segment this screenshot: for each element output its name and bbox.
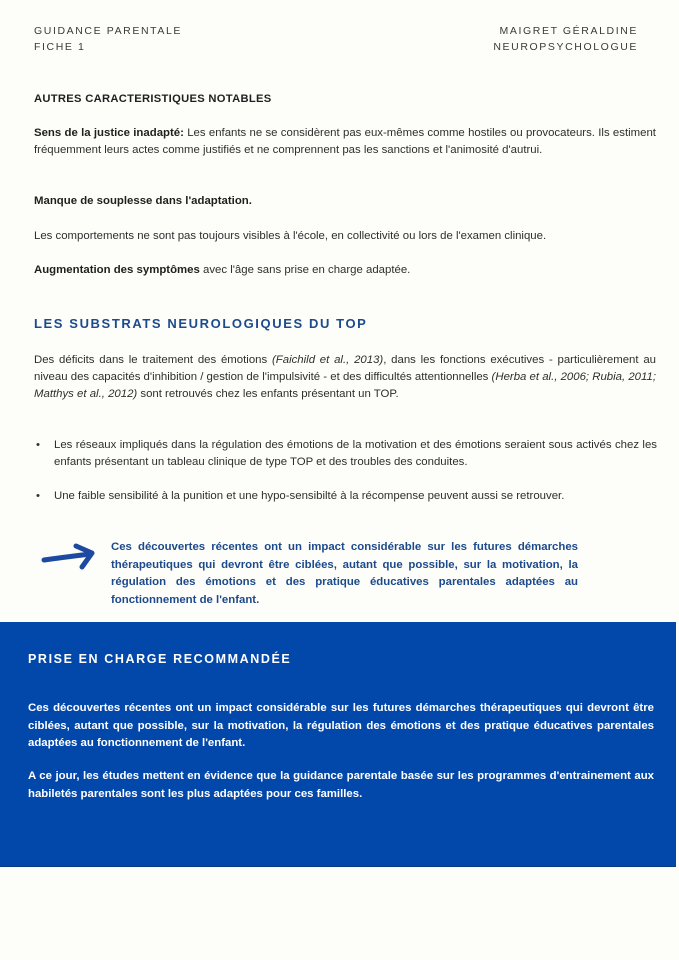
symptoms-text: avec l'âge sans prise en charge adaptée. — [199, 264, 411, 276]
section-title-other-characteristics: AUTRES CARACTERISTIQUES NOTABLES — [34, 93, 272, 105]
justice-label: Sens de la justice inadapté: — [34, 127, 184, 139]
symptoms-paragraph — [34, 262, 656, 279]
care-paragraph-2: A ce jour, les études mettent en évidence que la guidance parentale basée sur les programmes d'entrainement aux habiletés parentales sont les plus adaptées pour ces familles. — [28, 770, 654, 800]
author-name: MAIGRET GÉRALDINE — [499, 25, 638, 37]
neuro-text-part1: Des déficits dans le traitement des émotions — [34, 354, 272, 366]
neuro-bullet-list — [34, 437, 657, 505]
document-header-left — [34, 23, 182, 55]
recommended-care-box — [0, 622, 676, 866]
justice-text: Les enfants ne se considèrent pas eux-mêmes comme hostiles ou provocateurs. Ils estiment fréquemment leurs actes comme justifiés et ne comprennent pas les sanctions et l'animosité d'autrui. — [34, 127, 656, 156]
citation-faichild: (Faichild et al., 2013) — [271, 354, 384, 366]
citation-herba-rubia-matthys: (Herba et al., 2006; Rubia, 2011; Matthys et al., 2012) — [34, 371, 656, 400]
section-title-recommended-care: PRISE EN CHARGE RECOMMANDÉE — [28, 652, 292, 666]
arrow-right-icon — [40, 543, 96, 571]
document-header-right — [493, 23, 638, 55]
document-series-title: GUIDANCE PARENTALE — [34, 25, 183, 37]
care-paragraph-1: Ces découvertes récentes ont un impact considérable sur les futures démarches thérapeutiques qui devront être ciblées, autant que possible, sur la motivation, la régulation des émotions et des pratique éducatives parentales adaptées au fonctionnement de l'enfant. — [28, 702, 654, 749]
sheet-number: FICHE 1 — [34, 41, 86, 53]
neuro-text-part2: , dans les fonctions exécutives - particulièrement au niveau des capacités d'inhibition / gestion de l'impulsivité - et des difficultés attentionnelles — [34, 354, 657, 383]
author-title: NEUROPSYCHOLOGUE — [493, 41, 638, 53]
visibility-paragraph: Les comportements ne sont pas toujours visibles à l'école, en collectivité ou lors de l'examen clinique. — [34, 230, 547, 242]
symptoms-label: Augmentation des symptômes — [34, 264, 200, 276]
bullet-item: • Les réseaux impliqués dans la régulation des émotions de la motivation et des émotions seraient sous activés chez les enfants présentant un tableau clinique de type TOP et des troubles des conduites. — [54, 437, 657, 471]
bullet-item: • Une faible sensibilité à la punition et une hypo-sensibilté à la récompense peuvent aussi se retrouver. — [54, 488, 657, 505]
justice-paragraph — [34, 125, 656, 159]
neuro-text-part3: sont retrouvés chez les enfants présentant un TOP. — [137, 388, 399, 400]
flexibility-paragraph: Manque de souplesse dans l'adaptation. — [34, 195, 252, 207]
section-title-neuro-substrates: LES SUBSTRATS NEUROLOGIQUES DU TOP — [34, 316, 368, 331]
neuro-paragraph — [34, 352, 656, 403]
callout-text: Ces découvertes récentes ont un impact considérable sur les futures démarches thérapeutiques qui devront être ciblées, autant que possible, sur la motivation, la régulation des émotions et des pratique éducatives parentales adaptées au fonctionnement de l'enfant. — [111, 541, 578, 606]
